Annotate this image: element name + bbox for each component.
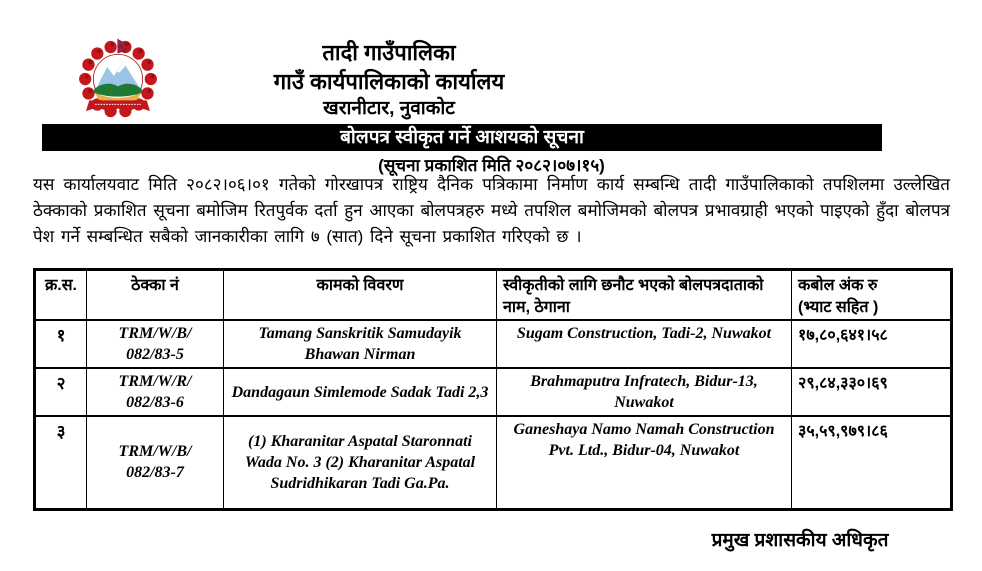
notice-title-banner: बोलपत्र स्वीकृत गर्ने आशयको सूचना: [42, 124, 882, 151]
contract-number-line1: TRM/W/B/: [118, 325, 192, 342]
header-bid-amount: [792, 270, 952, 321]
contract-number-line1: TRM/W/B/: [118, 443, 192, 461]
table-row: [35, 416, 952, 509]
table-header-row: [35, 270, 952, 321]
selected-bidder: Sugam Construction, Tadi-2, Nuwakot: [497, 320, 792, 368]
bid-selection-table: [33, 268, 953, 511]
work-description: Dandagaun Simlemode Sadak Tadi 2,3: [224, 368, 497, 416]
bid-amount: २९,८४,३३०।६९: [792, 368, 952, 416]
contract-number-line2: 082/83-5: [126, 346, 184, 363]
table-row: [35, 368, 952, 416]
work-description: (1) Kharanitar Aspatal Staronnati Wada No. 3 (2) Kharanitar Aspatal Sudridhikaran Tadi Ga.Pa.: [224, 416, 497, 509]
serial-number: १: [35, 320, 87, 368]
office-address: खरानीटार, नुवाकोट: [323, 98, 455, 119]
header-bid-amount-line1: कबोल अंक रु: [798, 277, 878, 294]
notice-body-paragraph: यस कार्यालयवाट मिति २०८२।०६।०१ गतेको गोरखापत्र राष्ट्रिय दैनिक पत्रिकामा निर्माण कार्य सम्बन्धि तादी गाउँपालिकाको तपशिलमा उल्लेखित ठेक्काको प्रकाशित सूचना बमोजिम रितपुर्वक दर्ता हुन आएका बोलपत्रहरु मध्ये तपशिल बमोजिमको बोलपत्र प्रभावग्राही भएको पाइएको हुँदा बोलपत्र पेश गर्ने सम्बन्धित सबैको जानकारीका लागि ७ (सात) दिने सूचना प्रकाशित गरिएको छ ।: [33, 175, 950, 246]
contract-number-line1: TRM/W/R/: [118, 373, 192, 390]
contract-number-line2: 082/83-7: [126, 464, 184, 482]
office-name: गाउँ कार्यपालिकाको कार्यालय: [273, 69, 505, 94]
contract-number: [87, 416, 224, 509]
header-contract-number: ठेक्का नं: [87, 270, 224, 321]
work-description: Tamang Sanskritik Samudayik Bhawan Nirman: [224, 320, 497, 368]
selected-bidder: Ganeshaya Namo Namah Construction Pvt. Ltd., Bidur-04, Nuwakot: [497, 416, 792, 509]
contract-number-line2: 082/83-6: [126, 394, 184, 411]
selected-bidder: Brahmaputra Infratech, Bidur-13, Nuwakot: [497, 368, 792, 416]
signatory-title: प्रमुख प्रशासकीय अधिकृत: [711, 530, 889, 551]
contract-number: [87, 320, 224, 368]
header-serial-number: क्र.स.: [35, 270, 87, 321]
header-work-description: कामको विवरण: [224, 270, 497, 321]
office-header: [0, 38, 778, 122]
bid-amount: ३५,५९,९७९।८६: [792, 416, 952, 509]
serial-number: ३: [35, 416, 87, 509]
serial-number: २: [35, 368, 87, 416]
contract-number: [87, 368, 224, 416]
municipality-name: तादी गाउँपालिका: [322, 40, 456, 65]
header-bid-amount-line2: (भ्याट सहित ): [798, 299, 879, 316]
publication-date-line: (सूचना प्रकाशित मिति २०८२।०७।१५): [378, 156, 605, 175]
header-selected-bidder: स्वीकृतीको लागि छनौट भएको बोलपत्रदाताको नाम, ठेगाना: [497, 270, 792, 321]
bid-amount: १७,८०,६४१।५८: [792, 320, 952, 368]
table-row: [35, 320, 952, 368]
